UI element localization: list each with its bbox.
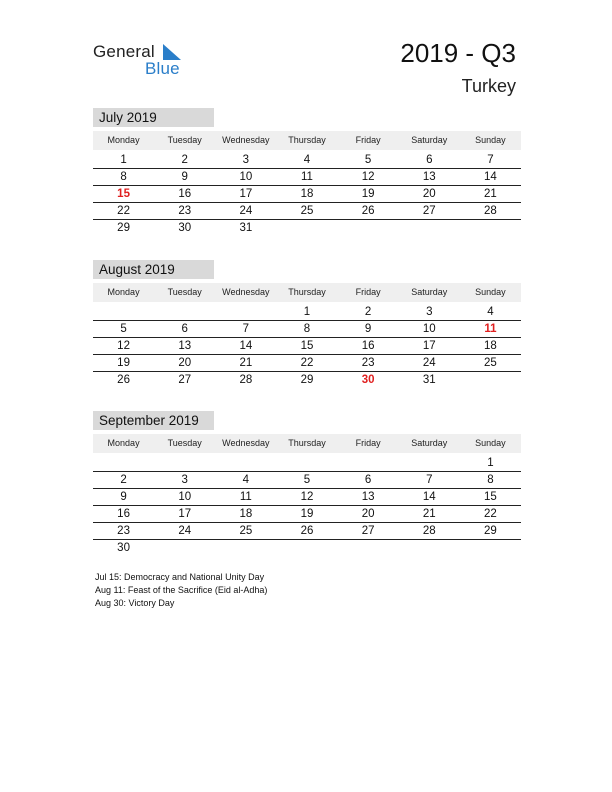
week-row [93, 372, 521, 389]
day-cell: 7 [487, 154, 494, 166]
week-row [93, 321, 521, 338]
day-cell: 23 [178, 205, 192, 217]
week-row [93, 472, 521, 489]
holiday-item: Aug 11: Feast of the Sacrifice (Eid al-Adha) [95, 585, 268, 595]
day-cell: 26 [361, 205, 375, 217]
day-cell: 1 [487, 457, 494, 469]
weekday-header: Wednesday [222, 135, 270, 145]
day-cell [215, 540, 276, 557]
day-cell: 9 [181, 171, 188, 183]
day-cell: 20 [422, 188, 436, 200]
day-cell [399, 220, 460, 237]
month-august [93, 260, 521, 389]
day-cell: 29 [300, 374, 314, 386]
day-cell: 31 [239, 222, 253, 234]
day-cell [460, 372, 521, 389]
day-cell: 22 [117, 205, 130, 217]
logo-blue-text: Blue [145, 59, 180, 78]
day-cell: 8 [120, 171, 127, 183]
day-cell [154, 455, 215, 471]
day-cell: 24 [178, 525, 192, 537]
holiday-list [95, 571, 267, 610]
day-cell: 28 [422, 525, 436, 537]
weekday-header-row [93, 283, 521, 302]
weekday-header: Sunday [475, 287, 506, 297]
weekday-header: Wednesday [222, 438, 270, 448]
day-cell: 19 [117, 357, 130, 369]
weekday-header: Monday [107, 438, 140, 448]
day-cell: 14 [239, 340, 253, 352]
day-cell: 20 [361, 508, 375, 520]
day-cell: 22 [484, 508, 497, 520]
weekday-header: Tuesday [167, 438, 202, 448]
logo-general-text: General [93, 42, 155, 61]
weekday-header: Sunday [475, 135, 506, 145]
day-cell: 30 [178, 222, 192, 234]
week-row [93, 338, 521, 355]
week-row [93, 540, 521, 557]
day-cell: 1 [303, 306, 311, 318]
weekday-header: Wednesday [222, 287, 270, 297]
weekday-header: Monday [107, 287, 140, 297]
day-cell: 21 [422, 508, 436, 520]
day-cell: 5 [120, 323, 127, 335]
day-cell: 6 [364, 474, 372, 486]
week-row [93, 455, 521, 472]
day-cell: 18 [300, 188, 314, 200]
day-cell: 10 [422, 323, 436, 335]
day-cell: 27 [361, 525, 375, 537]
week-row [93, 220, 521, 237]
day-cell: 12 [117, 340, 130, 352]
day-cell: 17 [239, 188, 253, 200]
day-cell: 26 [117, 374, 130, 386]
week-row [93, 203, 521, 220]
day-cell: 11 [239, 491, 252, 503]
day-cell: 28 [239, 374, 253, 386]
day-cell: 1 [120, 154, 127, 166]
day-cell: 27 [178, 374, 192, 386]
weekday-header: Saturday [411, 135, 448, 145]
day-cell: 5 [303, 474, 311, 486]
holiday-item: Aug 30: Victory Day [95, 598, 175, 608]
day-cell: 14 [484, 171, 497, 183]
day-cell: 3 [242, 154, 250, 166]
holiday-day-cell: 11 [484, 323, 497, 335]
day-cell: 2 [120, 474, 127, 486]
week-row [93, 169, 521, 186]
day-cell [93, 455, 154, 471]
day-cell: 12 [361, 171, 375, 183]
day-cell: 5 [364, 154, 372, 166]
day-cell [399, 540, 460, 557]
day-cell [215, 304, 276, 320]
day-cell: 19 [300, 508, 314, 520]
day-cell: 21 [239, 357, 253, 369]
week-row [93, 355, 521, 372]
day-cell: 4 [487, 306, 494, 318]
day-cell [338, 220, 399, 237]
holiday-day-cell: 30 [361, 374, 375, 386]
day-cell: 24 [422, 357, 436, 369]
day-cell [276, 455, 337, 471]
day-cell: 25 [239, 525, 253, 537]
day-cell: 10 [178, 491, 192, 503]
weekday-header-row [93, 434, 521, 453]
day-cell: 30 [117, 542, 130, 554]
weekday-header: Tuesday [167, 287, 202, 297]
day-cell: 15 [300, 340, 314, 352]
month-title: July 2019 [93, 108, 214, 127]
day-cell: 29 [117, 222, 130, 234]
country-name: Turkey [461, 76, 516, 96]
day-cell: 8 [303, 323, 311, 335]
weekday-header: Thursday [288, 438, 326, 448]
day-cell: 16 [178, 188, 192, 200]
day-cell: 2 [181, 154, 188, 166]
week-row [93, 523, 521, 540]
day-cell: 2 [364, 306, 372, 318]
day-cell [399, 455, 460, 471]
weekday-header: Tuesday [167, 135, 202, 145]
day-cell [93, 304, 154, 320]
month-july [93, 108, 521, 237]
day-cell: 15 [484, 491, 497, 503]
day-cell: 26 [300, 525, 314, 537]
week-row [93, 506, 521, 523]
day-cell: 18 [484, 340, 497, 352]
day-cell: 7 [426, 474, 433, 486]
day-cell: 13 [361, 491, 375, 503]
week-row [93, 489, 521, 506]
day-cell [154, 304, 215, 320]
day-cell: 18 [239, 508, 253, 520]
day-cell: 3 [181, 474, 188, 486]
day-cell [460, 540, 521, 557]
day-cell: 22 [300, 357, 314, 369]
weekday-header: Monday [107, 135, 140, 145]
day-cell [338, 540, 399, 557]
day-cell: 20 [178, 357, 192, 369]
day-cell: 27 [422, 205, 436, 217]
weekday-header-row [93, 131, 521, 150]
day-cell: 11 [301, 171, 313, 183]
day-cell [276, 540, 337, 557]
weekday-header: Friday [355, 287, 381, 297]
week-row [93, 186, 521, 203]
day-cell: 19 [361, 188, 375, 200]
day-cell: 10 [239, 171, 253, 183]
day-cell: 25 [484, 357, 497, 369]
holiday-item: Jul 15: Democracy and National Unity Day [95, 572, 265, 582]
weekday-header: Saturday [411, 438, 448, 448]
week-row [93, 304, 521, 321]
day-cell: 16 [361, 340, 375, 352]
day-cell: 16 [117, 508, 130, 520]
day-cell: 17 [178, 508, 192, 520]
page-title: 2019 - Q3 [400, 38, 516, 68]
day-cell [276, 220, 337, 237]
holiday-day-cell: 15 [117, 188, 130, 200]
day-cell: 13 [422, 171, 436, 183]
day-cell: 9 [120, 491, 127, 503]
day-cell: 7 [242, 323, 250, 335]
month-title: September 2019 [93, 411, 214, 430]
day-cell [215, 455, 276, 471]
day-cell [338, 455, 399, 471]
day-cell: 24 [239, 205, 253, 217]
day-cell: 13 [178, 340, 192, 352]
day-cell: 3 [426, 306, 433, 318]
weekday-header: Thursday [288, 287, 326, 297]
day-cell: 14 [422, 491, 436, 503]
weekday-header: Thursday [288, 135, 326, 145]
day-cell: 21 [484, 188, 497, 200]
day-cell: 8 [487, 474, 494, 486]
month-september [93, 411, 521, 557]
day-cell: 4 [303, 154, 311, 166]
day-cell: 29 [484, 525, 497, 537]
week-row [93, 152, 521, 169]
weekday-header: Friday [355, 135, 381, 145]
weekday-header: Friday [355, 438, 381, 448]
weekday-header: Sunday [475, 438, 506, 448]
day-cell [154, 540, 215, 557]
day-cell: 6 [426, 154, 433, 166]
weekday-header: Saturday [411, 287, 448, 297]
day-cell: 25 [300, 205, 314, 217]
day-cell: 23 [117, 525, 130, 537]
logo [93, 42, 203, 82]
day-cell: 12 [300, 491, 314, 503]
logo-triangle-icon [163, 44, 181, 60]
month-title: August 2019 [93, 260, 214, 279]
day-cell: 4 [242, 474, 250, 486]
day-cell [460, 220, 521, 237]
day-cell: 6 [181, 323, 188, 335]
day-cell: 31 [422, 374, 436, 386]
day-cell: 9 [364, 323, 372, 335]
day-cell: 23 [361, 357, 375, 369]
day-cell: 17 [422, 340, 436, 352]
day-cell: 28 [484, 205, 497, 217]
